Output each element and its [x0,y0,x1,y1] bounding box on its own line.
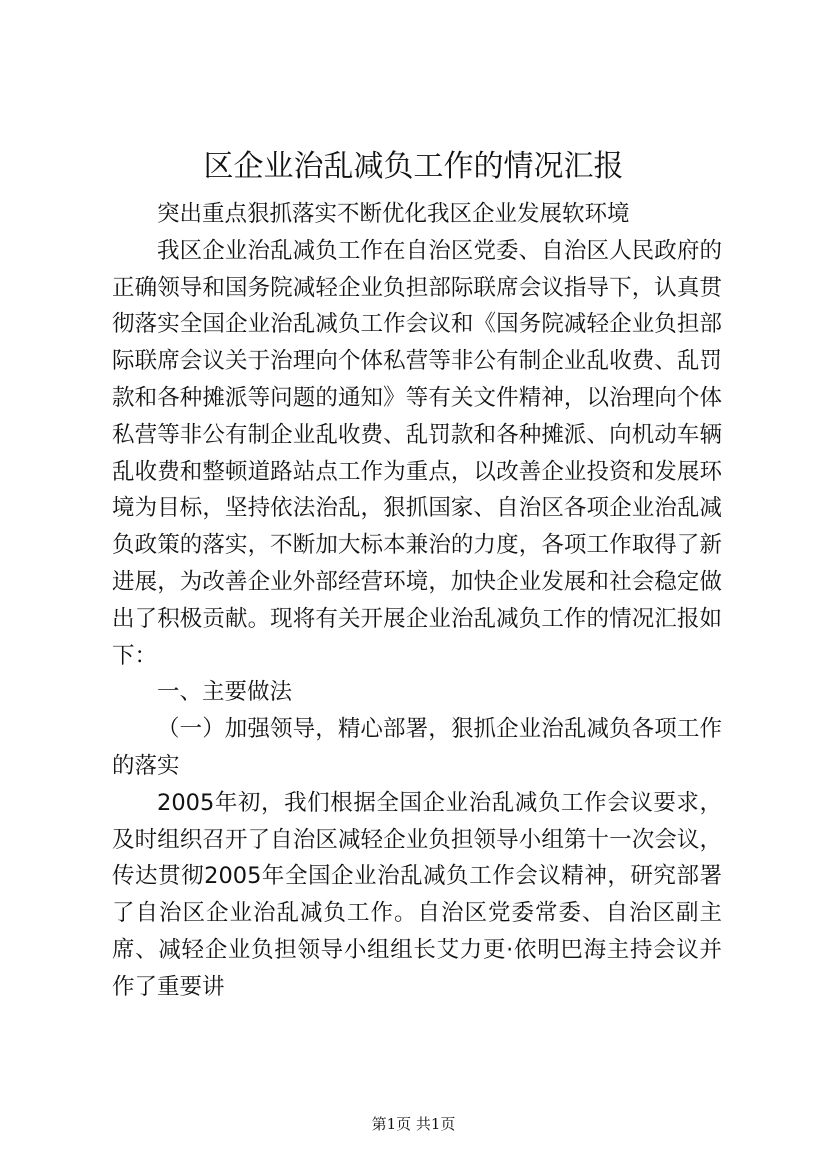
subtitle-paragraph: 突出重点狠抓落实不断优化我区企业发展软环境 [157,201,630,227]
subsection-heading: （一）加强领导，精心部署，狠抓企业治乱减负各项工作的落实 [112,716,722,779]
page-footer: 第1页 共1页 [371,1115,456,1133]
intro-paragraph: 我区企业治乱减负工作在自治区党委、自治区人民政府的正确领导和国务院减轻企业负担部际联席会议指导下，认真贯彻落实全国企业治乱减负工作会议和《国务院减轻企业负担部际联席会议关于治理向个体私营等非公有制企业乱收费、乱罚款和各种摊派等问题的通知》等有关文件精神，以治理向个体私营等非公有制企业乱收费、乱罚款和各种摊派、向机动车辆乱收费和整顿道路站点工作为重点，以改善企业投资和发展环境为目标，坚持依法治乱，狠抓国家、自治区各项企业治乱减负政策的落实，不断加大标本兼治的力度，各项工作取得了新进展，为改善企业外部经营环境，加快企业发展和社会稳定做出了积极贡献。现将有关开展企业治乱减负工作的情况汇报如下： [112,237,722,669]
section-heading: 一、主要做法 [157,679,293,706]
document-title: 区企业治乱减负工作的情况汇报 [203,149,624,184]
body-paragraph: 2005年初，我们根据全国企业治乱减负工作会议要求，及时组织召开了自治区减轻企业负担领导小组第十一次会议，传达贯彻2005年全国企业治乱减负工作会议精神，研究部署了自治区企业治乱减负工作。自治区党委常委、自治区副主席、减轻企业负担领导小组组长艾力更·依明巴海主持会议并作了重要讲 [112,789,722,1000]
document-body [112,196,722,1006]
